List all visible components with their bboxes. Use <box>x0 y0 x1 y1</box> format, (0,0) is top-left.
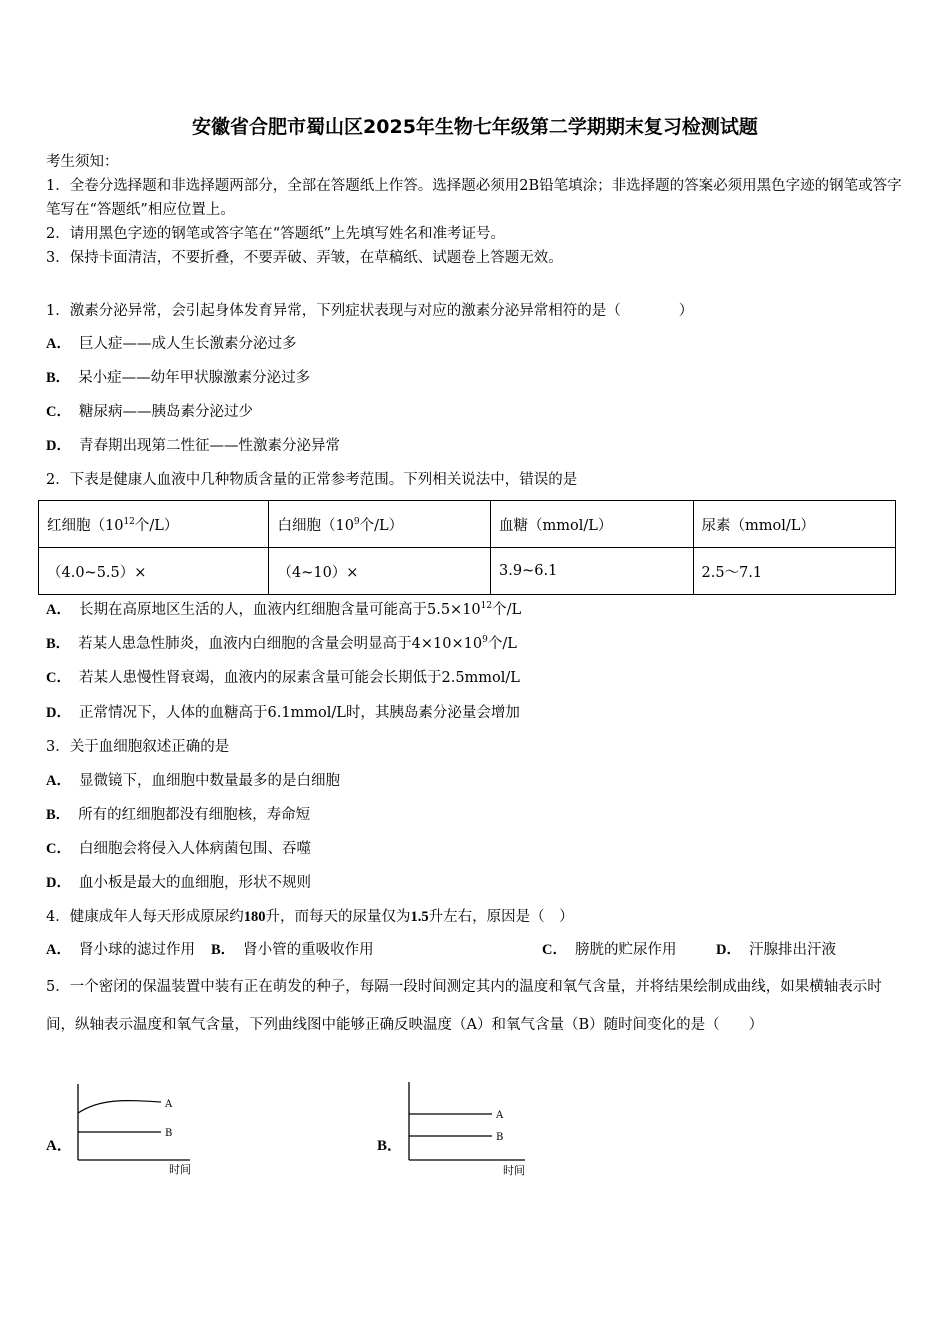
option-text: 糖尿病——胰岛素分泌过少 <box>78 404 253 420</box>
notice-heading: 考生须知： <box>46 154 119 170</box>
option-label: C． <box>46 841 71 857</box>
table-header-row <box>39 501 896 548</box>
q5-stem: 5．一个密闭的保温装置中装有正在萌发的种子，每隔一段时间测定其内的温度和氧气含量，并将结果绘制成曲线，如果横轴表示时间，纵轴表示温度和氧气含量，下列曲线图中能够正确反映温度（A）和氧气含量（B）随时间变化的是（ ） <box>46 979 882 1033</box>
option-label: B． <box>46 807 71 823</box>
curve-b-label: B <box>496 1132 504 1143</box>
q2-option-b: B． 若某人患急性肺炎，血液内白细胞的含量会明显高于$4\times 10\times 10^9$个/L <box>46 635 517 652</box>
option-text: 青春期出现第二性征——性激素分泌异常 <box>78 438 340 454</box>
notice-item-3: 3．保持卡面清洁，不要折叠，不要弄破、弄皱，在草稿纸、试题卷上答题无效。 <box>46 250 563 266</box>
page-title: 安徽省合肥市蜀山区2025年生物七年级第二学期期末复习检测试题 <box>192 116 758 138</box>
table-cell: （4~10）× <box>269 548 491 595</box>
option-label: A． <box>46 602 71 618</box>
table-cell: （4.0~5.5）× <box>39 548 269 595</box>
notice-item-1: 1．全卷分选择题和非选择题两部分，全部在答题纸上作答。选择题必须用2B铅笔填涂；非选择题的答案必须用黑色字迹的钢笔或答字笔写在“答题纸”相应位置上。 <box>46 178 902 218</box>
table-header-cell: 红细胞（$10^{12}$个/L） <box>39 501 269 548</box>
notice-item-2: 2．请用黑色字迹的钢笔或答字笔在“答题纸”上先填写姓名和准考证号。 <box>46 226 506 242</box>
option-label: A． <box>46 336 71 352</box>
option-text: 巨人症——成人生长激素分泌过多 <box>78 336 297 352</box>
q2-option-a: A． 长期在高原地区生活的人，血液内红细胞含量可能高于$5.5\times 10^{12}$个/L <box>46 601 522 618</box>
table-header-cell: 白细胞（$10^9$个/L） <box>269 501 491 548</box>
q2-option-d: D． 正常情况下，人体的血糖高于6.1mmol/L时，其胰岛素分泌量会增加 <box>46 705 520 721</box>
option-label: D． <box>46 438 71 454</box>
curve-a <box>78 1101 161 1113</box>
table-cell: 3.9~6.1 <box>491 548 693 595</box>
q2-option-c: C． 若某人患慢性肾衰竭，血液内的尿素含量可能会长期低于2.5mmol/L <box>46 670 520 686</box>
option-label: A． <box>46 773 71 789</box>
q3-option-b <box>46 805 310 825</box>
q1-option-c <box>46 402 253 422</box>
q1-option-b <box>46 368 310 388</box>
q3-stem: 3．关于血细胞叙述正确的是 <box>46 739 230 755</box>
q1-option-d <box>46 436 340 456</box>
q3-option-d <box>46 873 311 893</box>
q2-stem: 2．下表是健康人血液中几种物质含量的正常参考范围。下列相关说法中，错误的是 <box>46 472 578 488</box>
option-label: C． <box>46 404 71 420</box>
q3-option-a <box>46 771 340 791</box>
q4-stem: 4．健康成年人每天形成原尿约180升，而每天的尿量仅为1.5升左右，原因是（ ） <box>46 909 574 925</box>
option-label: C． <box>46 670 71 686</box>
option-text: 血小板是最大的血细胞，形状不规则 <box>78 875 311 891</box>
curve-b-label: B <box>165 1128 173 1139</box>
q3-option-c <box>46 839 311 859</box>
q4-option-d: D． 汗腺排出汗液 <box>716 942 836 958</box>
option-label: B． <box>46 370 71 386</box>
q4-option-c: C． 膀胱的贮尿作用 <box>542 942 677 958</box>
q5-graph-b <box>397 1078 532 1178</box>
q5-graph-b-label: B． <box>377 1138 403 1154</box>
reference-table <box>38 500 896 595</box>
q5-graph-a <box>66 1078 196 1178</box>
option-text: 呆小症——幼年甲状腺激素分泌过多 <box>78 370 311 386</box>
q1-option-a <box>46 334 296 354</box>
q4-option-a: A． 肾小球的滤过作用 <box>46 942 195 958</box>
notice-section <box>46 150 904 270</box>
curve-a-label: A <box>496 1110 504 1121</box>
q1-stem: 1．激素分泌异常，会引起身体发育异常，下列症状表现与对应的激素分泌异常相符的是（ ） <box>46 303 694 319</box>
q5-graph-a-label: A． <box>46 1138 72 1154</box>
table-header-cell: 血糖（mmol/L） <box>491 501 693 548</box>
x-axis-label: 时间 <box>503 1164 525 1177</box>
curve-a-label: A <box>165 1099 173 1110</box>
option-text: 显微镜下，血细胞中数量最多的是白细胞 <box>78 773 340 789</box>
option-label: D． <box>46 875 71 891</box>
option-label: B． <box>46 636 71 652</box>
table-row <box>39 548 896 595</box>
table-cell: 2.5～7.1 <box>693 548 895 595</box>
option-label: D． <box>46 705 71 721</box>
q4-option-b: B． 肾小管的重吸收作用 <box>211 942 374 958</box>
x-axis-label: 时间 <box>169 1163 191 1176</box>
option-text: 所有的红细胞都没有细胞核，寿命短 <box>78 807 311 823</box>
option-text: 白细胞会将侵入人体病菌包围、吞噬 <box>78 841 311 857</box>
table-header-cell: 尿素（mmol/L） <box>693 501 895 548</box>
